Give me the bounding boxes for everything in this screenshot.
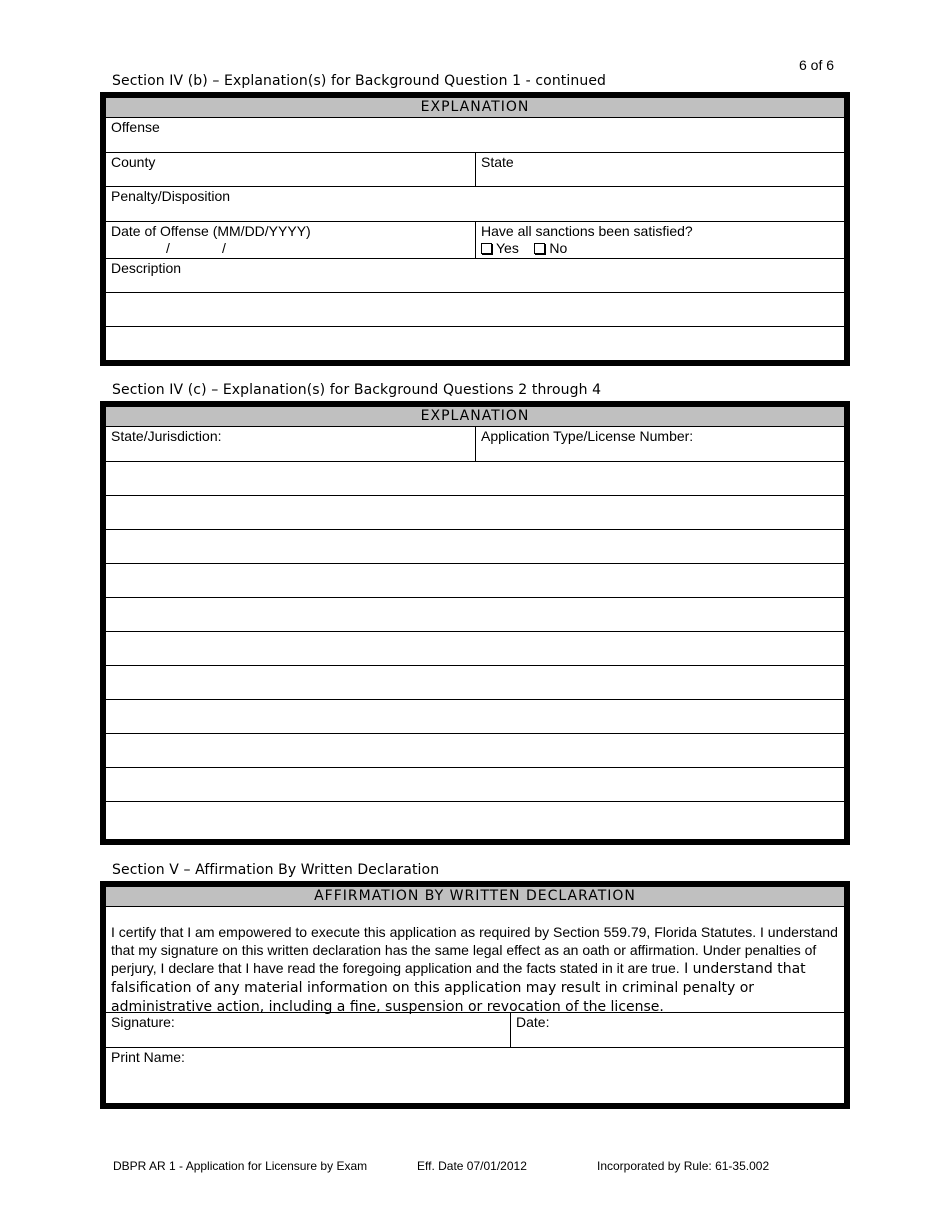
sanctions-field	[476, 222, 844, 258]
section-ivc-header: EXPLANATION	[106, 407, 844, 427]
page-number: 6 of 6	[799, 57, 835, 73]
county-field[interactable]	[106, 153, 476, 186]
date-of-offense-label: Date of Offense (MM/DD/YYYY)	[111, 223, 311, 239]
application-type-field[interactable]	[476, 427, 844, 461]
explanation-line[interactable]	[106, 632, 844, 666]
signature-field[interactable]	[106, 1013, 511, 1047]
explanation-line[interactable]	[106, 802, 844, 835]
section-ivb-title: Section IV (b) – Explanation(s) for Background Question 1 - continued	[112, 73, 607, 89]
penalty-row[interactable]	[106, 187, 844, 222]
state-field[interactable]	[476, 153, 844, 186]
state-jurisdiction-label: State/Jurisdiction:	[111, 428, 222, 444]
county-label: County	[111, 154, 156, 170]
footer-eff-date: Eff. Date 07/01/2012	[417, 1159, 527, 1173]
section-v-header: AFFIRMATION BY WRITTEN DECLARATION	[106, 887, 844, 907]
section-ivb-form	[100, 92, 850, 366]
explanation-line[interactable]	[106, 666, 844, 700]
signature-label: Signature:	[111, 1014, 175, 1030]
jurisdiction-row	[106, 427, 844, 462]
signature-date-row	[106, 1013, 844, 1048]
explanation-line[interactable]	[106, 598, 844, 632]
affirmation-text-part2: I understand that falsification of any material information on this application may result in criminal penalty or administrative action, including a fine, suspension or revocation of the license.	[111, 961, 806, 1015]
description-row[interactable]	[106, 259, 844, 293]
application-type-label: Application Type/License Number:	[481, 428, 694, 444]
penalty-label: Penalty/Disposition	[111, 188, 231, 204]
section-ivc-form	[100, 401, 850, 845]
sanctions-yes-checkbox[interactable]	[481, 243, 492, 254]
explanation-line[interactable]	[106, 462, 844, 496]
description-line[interactable]	[106, 293, 844, 327]
affirmation-text	[106, 907, 844, 1013]
description-line[interactable]	[106, 327, 844, 360]
footer-form-name: DBPR AR 1 - Application for Licensure by Exam	[113, 1159, 368, 1173]
state-label: State	[481, 154, 514, 170]
county-state-row	[106, 153, 844, 187]
explanation-line[interactable]	[106, 734, 844, 768]
sanctions-question: Have all sanctions been satisfied?	[481, 223, 693, 239]
sanctions-yes-label: Yes	[496, 240, 519, 256]
sanctions-no-label: No	[549, 240, 568, 256]
date-sanctions-row	[106, 222, 844, 259]
print-name-label: Print Name:	[111, 1049, 185, 1065]
explanation-line[interactable]	[106, 768, 844, 802]
explanation-line[interactable]	[106, 496, 844, 530]
date-of-offense-field[interactable]	[106, 222, 476, 258]
footer-rule: Incorporated by Rule: 61-35.002	[597, 1159, 770, 1173]
explanation-line[interactable]	[106, 700, 844, 734]
section-v-form	[100, 881, 850, 1109]
date-separators: / /	[166, 240, 226, 256]
offense-row[interactable]	[106, 118, 844, 153]
explanation-line[interactable]	[106, 564, 844, 598]
date-field[interactable]	[511, 1013, 844, 1047]
section-v-title: Section V – Affirmation By Written Declaration	[112, 862, 440, 878]
sanctions-no-checkbox[interactable]	[534, 243, 545, 254]
state-jurisdiction-field[interactable]	[106, 427, 476, 461]
section-ivb-header: EXPLANATION	[106, 98, 844, 118]
affirmation-text-part1: I certify that I am empowered to execute this application as required by Section 559.79, Florida Statutes. I understand that my signature on this written declaration has the same legal effect as an oath or affirmation. Under penalties of perjury, I declare that I have read the foregoing application and the facts stated in it are true.	[111, 924, 838, 976]
date-label: Date:	[516, 1014, 550, 1030]
explanation-line[interactable]	[106, 530, 844, 564]
description-label: Description	[111, 260, 182, 276]
offense-label: Offense	[111, 119, 160, 135]
section-ivc-title: Section IV (c) – Explanation(s) for Background Questions 2 through 4	[112, 382, 602, 398]
print-name-row[interactable]	[106, 1048, 844, 1083]
